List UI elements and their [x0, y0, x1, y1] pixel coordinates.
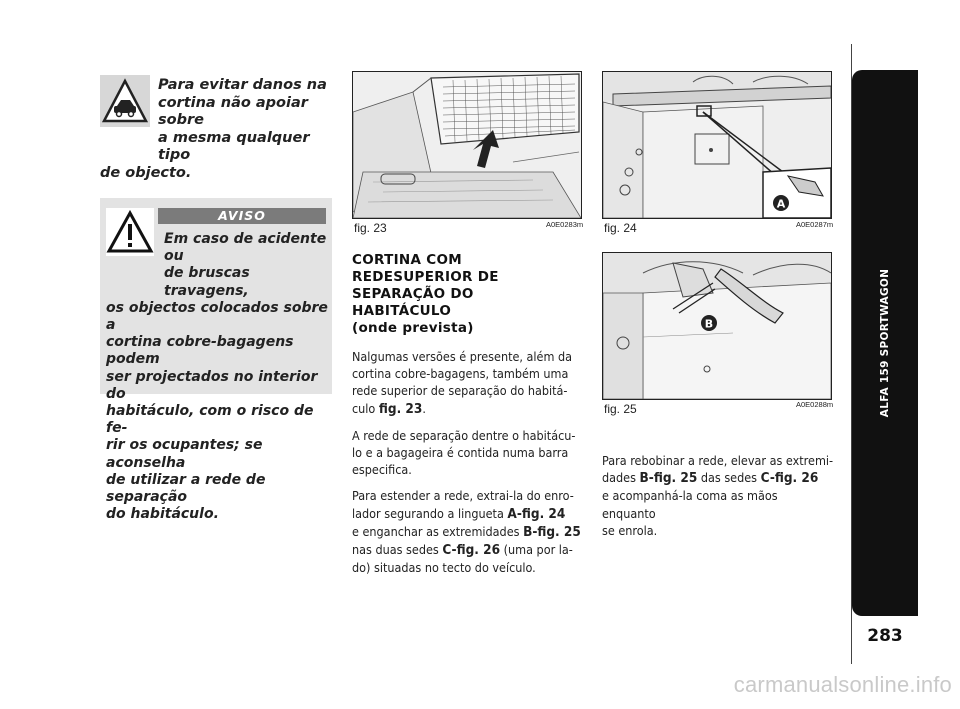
- paragraph-1: [352, 348, 584, 418]
- figure-reference: fig. 23: [378, 400, 423, 417]
- note-line: cortina não apoiar sobre: [158, 94, 308, 128]
- warning-line: rir os ocupantes; se aconselha: [106, 437, 263, 471]
- text-line: culo: [352, 400, 379, 416]
- text-line: Para rebobinar a rede, elevar as extremi-: [602, 453, 834, 468]
- text-fragment: e enganchar as extremidades: [352, 523, 524, 539]
- note-line: Para evitar danos na: [158, 77, 327, 93]
- figure-25-code: A0E0288m: [796, 400, 834, 409]
- text-line: do) situadas no tecto do veículo.: [352, 560, 536, 576]
- figure-23-caption: fig. 23: [354, 221, 387, 235]
- figure-23-code: A0E0283m: [546, 220, 584, 229]
- figure-reference: B-fig. 25: [639, 470, 698, 487]
- warning-text: [106, 231, 328, 523]
- title-line: SEPARAÇÃO DO: [352, 286, 474, 302]
- figure-24-label-a: A: [776, 197, 786, 211]
- section-title: [352, 252, 582, 337]
- title-line: (onde prevista): [352, 320, 474, 336]
- paragraph-3: [352, 487, 584, 576]
- text-fragment: lador segurando a lingueta: [352, 505, 508, 521]
- warning-line: de bruscas travagens,: [164, 265, 250, 299]
- figure-25-caption: fig. 25: [604, 402, 637, 416]
- chapter-tab-label: [852, 70, 918, 616]
- paragraph-4: [602, 452, 834, 539]
- figure-25-image: [602, 252, 832, 400]
- warning-line: de utilizar a rede de separação: [106, 471, 266, 506]
- warning-line: ser projectados no interior do: [106, 368, 318, 402]
- text-line: rede superior de separação do habitá-: [352, 383, 568, 399]
- warning-line: do habitáculo.: [106, 506, 219, 523]
- warning-line: cortina cobre-bagagens podem: [106, 334, 294, 368]
- figure-reference: B-fig. 25: [523, 523, 581, 540]
- caution-note: [100, 69, 332, 181]
- warning-line: habitáculo, com o risco de fe-: [106, 403, 314, 437]
- warning-line: os objectos colocados sobre a: [106, 299, 328, 334]
- figure-reference: C-fig. 26: [760, 470, 819, 487]
- figure-23-image: [352, 71, 582, 219]
- figure-24-code: A0E0287m: [796, 220, 834, 229]
- figure-24-image: [602, 71, 832, 219]
- text-line: cortina cobre-bagagens, também uma: [352, 366, 569, 382]
- middle-body-text: [352, 348, 584, 585]
- text-line: se enrola.: [602, 522, 658, 538]
- note-line: de objecto.: [100, 164, 192, 181]
- text-line: especifica.: [352, 462, 412, 478]
- text-fragment: das sedes: [697, 470, 761, 486]
- text-line: lo e a bagageira é contida numa barra: [352, 445, 569, 461]
- right-body-text: [602, 452, 834, 548]
- warning-box: [100, 198, 332, 523]
- warning-line: Em caso de acidente ou: [164, 231, 327, 265]
- paragraph-2: [352, 427, 584, 479]
- text-fragment: dades: [602, 470, 640, 486]
- text-fragment: nas duas sedes: [352, 542, 443, 558]
- text-fragment: (uma por la-: [500, 542, 573, 558]
- warning-header: AVISO: [158, 208, 326, 224]
- text-fragment: .: [422, 400, 426, 416]
- title-line: CORTINA COM: [352, 252, 462, 268]
- watermark: carmanualsonline.info: [733, 672, 952, 697]
- figure-25-label-b: B: [704, 317, 714, 331]
- figure-24-caption: fig. 24: [604, 221, 637, 235]
- figure-reference: C-fig. 26: [442, 542, 501, 559]
- caution-note-text: [100, 77, 336, 182]
- title-line: HABITÁCULO: [352, 303, 452, 319]
- note-line: a mesma qualquer tipo: [158, 129, 310, 163]
- text-line: Para estender a rede, extrai-la do enro-: [352, 488, 574, 504]
- text-line: A rede de separação dentre o habitácu-: [352, 427, 576, 443]
- text-line: Nalgumas versões é presente, além da: [352, 349, 573, 364]
- page-number: 283: [867, 626, 903, 646]
- chapter-tab-text: ALFA 159 SPORTWAGON: [879, 268, 891, 418]
- title-line: REDESUPERIOR DE: [352, 269, 499, 285]
- text-line: e acompanhá-la coma as mãos enquanto: [602, 488, 778, 521]
- figure-reference: A-fig. 24: [507, 505, 566, 522]
